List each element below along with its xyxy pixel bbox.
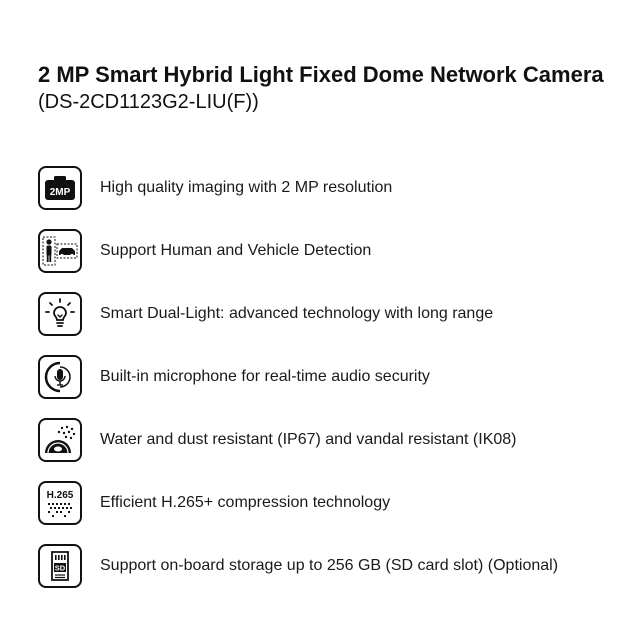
feature-text: Water and dust resistant (IP67) and vandal resistant (IK08)	[100, 431, 517, 448]
feature-text: Efficient H.265+ compression technology	[100, 494, 391, 511]
feature-item-compression	[38, 479, 618, 527]
feature-item-detection	[38, 227, 618, 275]
camera-2mp-icon	[38, 166, 82, 210]
feature-item-microphone	[38, 353, 618, 401]
product-model: (DS-2CD1123G2-LIU(F))	[38, 91, 259, 113]
feature-item-storage	[38, 542, 618, 590]
sd-card-icon	[38, 544, 82, 588]
feature-text: High quality imaging with 2 MP resolution	[100, 179, 393, 196]
h265-compression-icon	[38, 481, 82, 525]
svg-text:SD: SD	[54, 563, 66, 573]
feature-text: Smart Dual-Light: advanced technology with long range	[100, 305, 494, 322]
human-vehicle-detection-icon	[38, 229, 82, 273]
feature-item-dual-light	[38, 290, 618, 338]
product-header	[38, 60, 608, 115]
feature-text: Support Human and Vehicle Detection	[100, 242, 372, 259]
light-bulb-icon	[38, 292, 82, 336]
svg-text:2MP: 2MP	[49, 187, 71, 198]
product-title: 2 MP Smart Hybrid Light Fixed Dome Network Camera	[38, 62, 604, 87]
feature-text: Support on-board storage up to 256 GB (SD card slot) (Optional)	[100, 557, 559, 574]
water-dust-resistant-icon	[38, 418, 82, 462]
feature-item-resolution	[38, 164, 618, 212]
microphone-icon	[38, 355, 82, 399]
feature-text: Built-in microphone for real-time audio security	[100, 368, 430, 385]
svg-text:H.265: H.265	[46, 490, 74, 501]
feature-item-water-dust	[38, 416, 618, 464]
